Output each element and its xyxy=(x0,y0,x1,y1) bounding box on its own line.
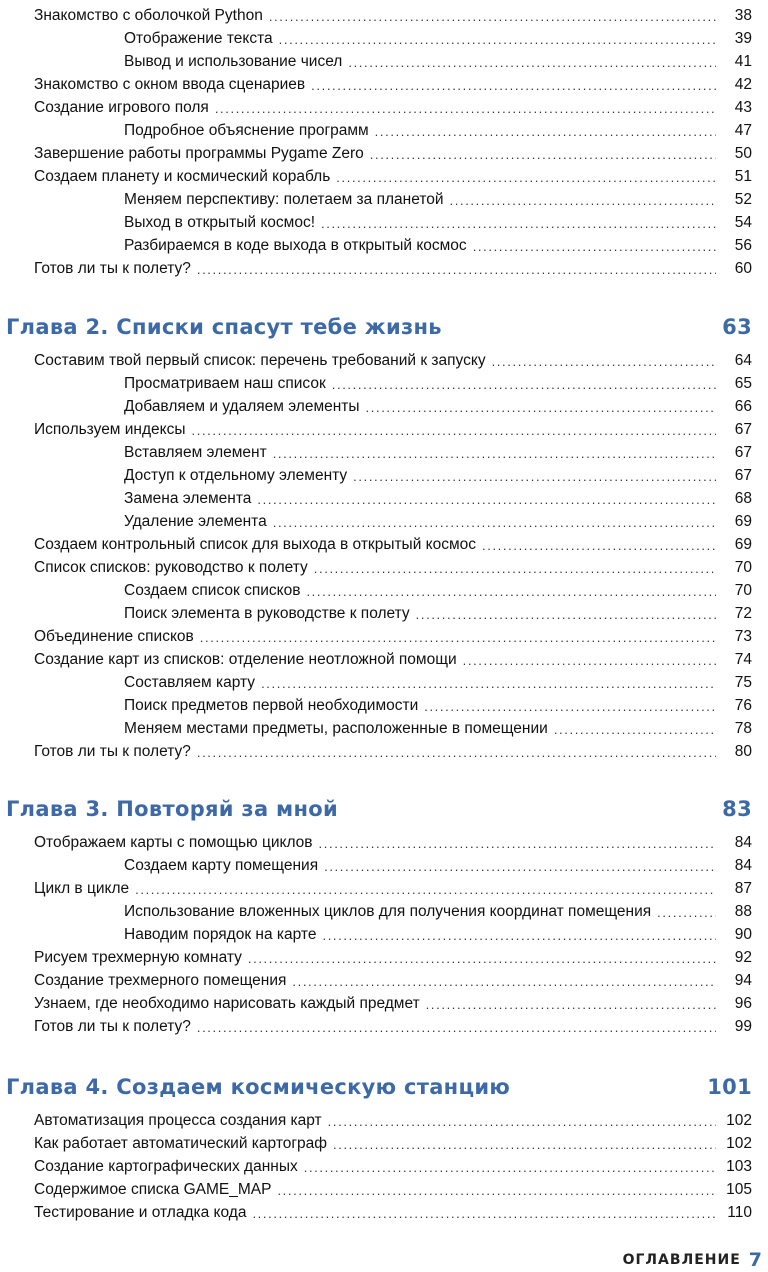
entry-page-number: 50 xyxy=(734,145,752,162)
chapter-heading xyxy=(0,1073,768,1101)
chapter-page-number: 101 xyxy=(707,1075,752,1099)
entry-page-number: 80 xyxy=(734,743,752,760)
dot-leader xyxy=(277,1183,716,1199)
chapter-page-number: 63 xyxy=(722,315,752,339)
toc-subentry xyxy=(0,715,768,738)
dot-leader xyxy=(197,1020,716,1036)
entry-title: Меняем перспективу: полетаем за планетой xyxy=(124,191,444,208)
toc-subentry xyxy=(0,25,768,48)
entry-title: Цикл в цикле xyxy=(34,880,130,897)
dot-leader xyxy=(321,216,716,232)
dot-leader xyxy=(332,377,716,393)
entry-page-number: 96 xyxy=(734,995,752,1012)
toc-subentry xyxy=(0,393,768,416)
dot-leader xyxy=(424,699,716,715)
toc-subentry xyxy=(0,669,768,692)
entry-title: Удаление элемента xyxy=(124,513,267,530)
entry-page-number: 94 xyxy=(734,972,752,989)
entry-page-number: 90 xyxy=(734,926,752,943)
toc-entry xyxy=(0,140,768,163)
entry-title: Составим твой первый список: перечень требований к запуску xyxy=(34,352,486,369)
entry-title: Как работает автоматический картограф xyxy=(34,1135,328,1152)
entry-title: Автоматизация процесса создания карт xyxy=(34,1112,322,1129)
dot-leader xyxy=(333,1137,716,1153)
entry-title: Узнаем, где необходимо нарисовать каждый предмет xyxy=(34,995,420,1012)
entry-title: Составляем карту xyxy=(124,674,256,691)
dot-leader xyxy=(482,538,716,554)
toc-entry xyxy=(0,554,768,577)
entry-page-number: 42 xyxy=(734,76,752,93)
entry-page-number: 70 xyxy=(734,559,752,576)
toc-entry-list xyxy=(0,347,768,761)
dot-leader xyxy=(348,55,716,71)
dot-leader xyxy=(375,124,716,140)
dot-leader xyxy=(554,722,716,738)
page-footer xyxy=(623,1249,768,1271)
toc-subentry xyxy=(0,462,768,485)
dot-leader xyxy=(314,561,716,577)
dot-leader xyxy=(257,492,716,508)
entry-title: Создаем планету и космический корабль xyxy=(34,168,331,185)
dot-leader xyxy=(304,1160,716,1176)
entry-title: Знакомство с оболочкой Python xyxy=(34,7,263,24)
entry-title: Создание трехмерного помещения xyxy=(34,972,287,989)
toc-subentry xyxy=(0,852,768,875)
entry-page-number: 87 xyxy=(734,880,752,897)
entry-page-number: 66 xyxy=(734,398,752,415)
entry-page-number: 78 xyxy=(734,720,752,737)
toc-entry xyxy=(0,1107,768,1130)
toc-entry xyxy=(0,416,768,439)
toc-subentry xyxy=(0,921,768,944)
entry-page-number: 64 xyxy=(734,352,752,369)
chapter-heading xyxy=(0,313,768,341)
toc-entry xyxy=(0,990,768,1013)
entry-page-number: 99 xyxy=(734,1018,752,1035)
entry-page-number: 105 xyxy=(726,1181,752,1198)
toc-entry xyxy=(0,531,768,554)
toc-subentry xyxy=(0,508,768,531)
entry-page-number: 69 xyxy=(734,513,752,530)
entry-title: Создание картографических данных xyxy=(34,1158,298,1175)
toc-entry xyxy=(0,1130,768,1153)
entry-title: Знакомство с окном ввода сценариев xyxy=(34,76,306,93)
dot-leader xyxy=(492,354,716,370)
dot-leader xyxy=(450,193,716,209)
toc-entry xyxy=(0,1199,768,1222)
dot-leader xyxy=(322,928,716,944)
toc-entry xyxy=(0,623,768,646)
dot-leader xyxy=(200,630,716,646)
entry-title: Вывод и использование чисел xyxy=(124,53,343,70)
entry-title: Готов ли ты к полету? xyxy=(34,1018,191,1035)
entry-page-number: 102 xyxy=(726,1135,752,1152)
entry-page-number: 41 xyxy=(734,53,752,70)
entry-page-number: 69 xyxy=(734,536,752,553)
toc-entry xyxy=(0,944,768,967)
entry-title: Создаем список списков xyxy=(124,582,301,599)
dot-leader xyxy=(416,607,716,623)
entry-title: Замена элемента xyxy=(124,490,252,507)
dot-leader xyxy=(336,170,716,186)
toc-entry xyxy=(0,347,768,370)
toc-entry xyxy=(0,1176,768,1199)
entry-title: Содержимое списка GAME_MAP xyxy=(34,1181,272,1198)
entry-page-number: 73 xyxy=(734,628,752,645)
toc-subentry xyxy=(0,898,768,921)
toc-entry xyxy=(0,875,768,898)
entry-page-number: 47 xyxy=(734,122,752,139)
toc-entry xyxy=(0,163,768,186)
entry-title: Создание игрового поля xyxy=(34,99,209,116)
dot-leader xyxy=(353,469,716,485)
entry-title: Создаем карту помещения xyxy=(124,857,319,874)
toc-entry-list xyxy=(0,1107,768,1222)
entry-title: Завершение работы программы Pygame Zero xyxy=(34,145,364,162)
toc-subentry xyxy=(0,692,768,715)
toc-subentry xyxy=(0,370,768,393)
dot-leader xyxy=(269,9,716,25)
entry-title: Рисуем трехмерную комнату xyxy=(34,949,242,966)
dot-leader xyxy=(252,1206,716,1222)
entry-title: Меняем местами предметы, расположенные в помещении xyxy=(124,720,548,737)
entry-page-number: 67 xyxy=(734,467,752,484)
entry-title: Вставляем элемент xyxy=(124,444,267,461)
chapter-page-number: 83 xyxy=(722,797,752,821)
entry-page-number: 43 xyxy=(734,99,752,116)
entry-title: Отображение текста xyxy=(124,30,273,47)
toc-subentry xyxy=(0,232,768,255)
toc-entry xyxy=(0,646,768,669)
dot-leader xyxy=(197,262,716,278)
dot-leader xyxy=(324,859,716,875)
entry-page-number: 67 xyxy=(734,421,752,438)
dot-leader xyxy=(426,997,716,1013)
entry-page-number: 56 xyxy=(734,237,752,254)
dot-leader xyxy=(215,101,716,117)
entry-page-number: 60 xyxy=(734,260,752,277)
toc-subentry xyxy=(0,600,768,623)
dot-leader xyxy=(370,147,716,163)
entry-title: Подробное объяснение программ xyxy=(124,122,369,139)
entry-title: Выход в открытый космос! xyxy=(124,214,316,231)
chapter-title: Глава 4. Создаем космическую станцию xyxy=(6,1075,511,1099)
toc-subentry xyxy=(0,485,768,508)
entry-title: Поиск предметов первой необходимости xyxy=(124,697,419,714)
dot-leader xyxy=(261,676,716,692)
dot-leader xyxy=(328,1114,716,1130)
toc-subentry xyxy=(0,48,768,71)
dot-leader xyxy=(366,400,716,416)
dot-leader xyxy=(135,882,716,898)
dot-leader xyxy=(473,239,716,255)
entry-title: Объединение списков xyxy=(34,628,194,645)
toc-subentry xyxy=(0,577,768,600)
toc-entry-list xyxy=(0,2,768,278)
entry-title: Создаем контрольный список для выхода в открытый космос xyxy=(34,536,477,553)
entry-page-number: 75 xyxy=(734,674,752,691)
entry-title: Просматриваем наш список xyxy=(124,375,326,392)
entry-title: Тестирование и отладка кода xyxy=(34,1204,247,1221)
entry-page-number: 103 xyxy=(726,1158,752,1175)
dot-leader xyxy=(292,974,716,990)
toc-entry xyxy=(0,255,768,278)
entry-page-number: 51 xyxy=(734,168,752,185)
entry-page-number: 84 xyxy=(734,834,752,851)
entry-title: Список списков: руководство к полету xyxy=(34,559,308,576)
dot-leader xyxy=(306,584,716,600)
entry-title: Доступ к отдельному элементу xyxy=(124,467,348,484)
footer-page-number: 7 xyxy=(748,1249,762,1271)
dot-leader xyxy=(197,745,716,761)
entry-title: Используем индексы xyxy=(34,421,186,438)
chapter-title: Глава 3. Повторяй за мной xyxy=(6,797,339,821)
dot-leader xyxy=(657,905,716,921)
entry-page-number: 88 xyxy=(734,903,752,920)
dot-leader xyxy=(273,446,716,462)
entry-title: Поиск элемента в руководстве к полету xyxy=(124,605,410,622)
toc-entry xyxy=(0,94,768,117)
toc-subentry xyxy=(0,439,768,462)
toc-entry xyxy=(0,829,768,852)
toc-entry xyxy=(0,1013,768,1036)
entry-page-number: 110 xyxy=(727,1204,752,1221)
toc-entry xyxy=(0,1153,768,1176)
entry-page-number: 38 xyxy=(734,7,752,24)
entry-page-number: 74 xyxy=(734,651,752,668)
dot-leader xyxy=(319,836,716,852)
dot-leader xyxy=(463,653,716,669)
toc-entry xyxy=(0,71,768,94)
entry-page-number: 68 xyxy=(734,490,752,507)
toc-subentry xyxy=(0,209,768,232)
entry-title: Готов ли ты к полету? xyxy=(34,743,191,760)
entry-title: Отображаем карты с помощью циклов xyxy=(34,834,313,851)
entry-page-number: 65 xyxy=(734,375,752,392)
entry-page-number: 102 xyxy=(726,1112,752,1129)
chapter-heading xyxy=(0,795,768,823)
dot-leader xyxy=(273,515,716,531)
entry-title: Создание карт из списков: отделение неотложной помощи xyxy=(34,651,457,668)
dot-leader xyxy=(248,951,716,967)
entry-page-number: 84 xyxy=(734,857,752,874)
entry-page-number: 72 xyxy=(734,605,752,622)
entry-page-number: 76 xyxy=(734,697,752,714)
chapter-title: Глава 2. Списки спасут тебе жизнь xyxy=(6,315,442,339)
entry-page-number: 52 xyxy=(734,191,752,208)
entry-page-number: 54 xyxy=(734,214,752,231)
entry-title: Готов ли ты к полету? xyxy=(34,260,191,277)
entry-title: Наводим порядок на карте xyxy=(124,926,317,943)
dot-leader xyxy=(311,78,716,94)
entry-title: Добавляем и удаляем элементы xyxy=(124,398,360,415)
entry-title: Использование вложенных циклов для получения координат помещения xyxy=(124,903,652,920)
toc-entry xyxy=(0,2,768,25)
dot-leader xyxy=(192,423,716,439)
toc-entry-list xyxy=(0,829,768,1036)
entry-page-number: 92 xyxy=(734,949,752,966)
entry-page-number: 39 xyxy=(734,30,752,47)
toc-entry xyxy=(0,738,768,761)
dot-leader xyxy=(279,32,716,48)
entry-page-number: 70 xyxy=(734,582,752,599)
toc-subentry xyxy=(0,186,768,209)
entry-page-number: 67 xyxy=(734,444,752,461)
toc-subentry xyxy=(0,117,768,140)
toc-entry xyxy=(0,967,768,990)
footer-label: ОГЛАВЛЕНИЕ xyxy=(622,1252,741,1268)
entry-title: Разбираемся в коде выхода в открытый космос xyxy=(124,237,467,254)
